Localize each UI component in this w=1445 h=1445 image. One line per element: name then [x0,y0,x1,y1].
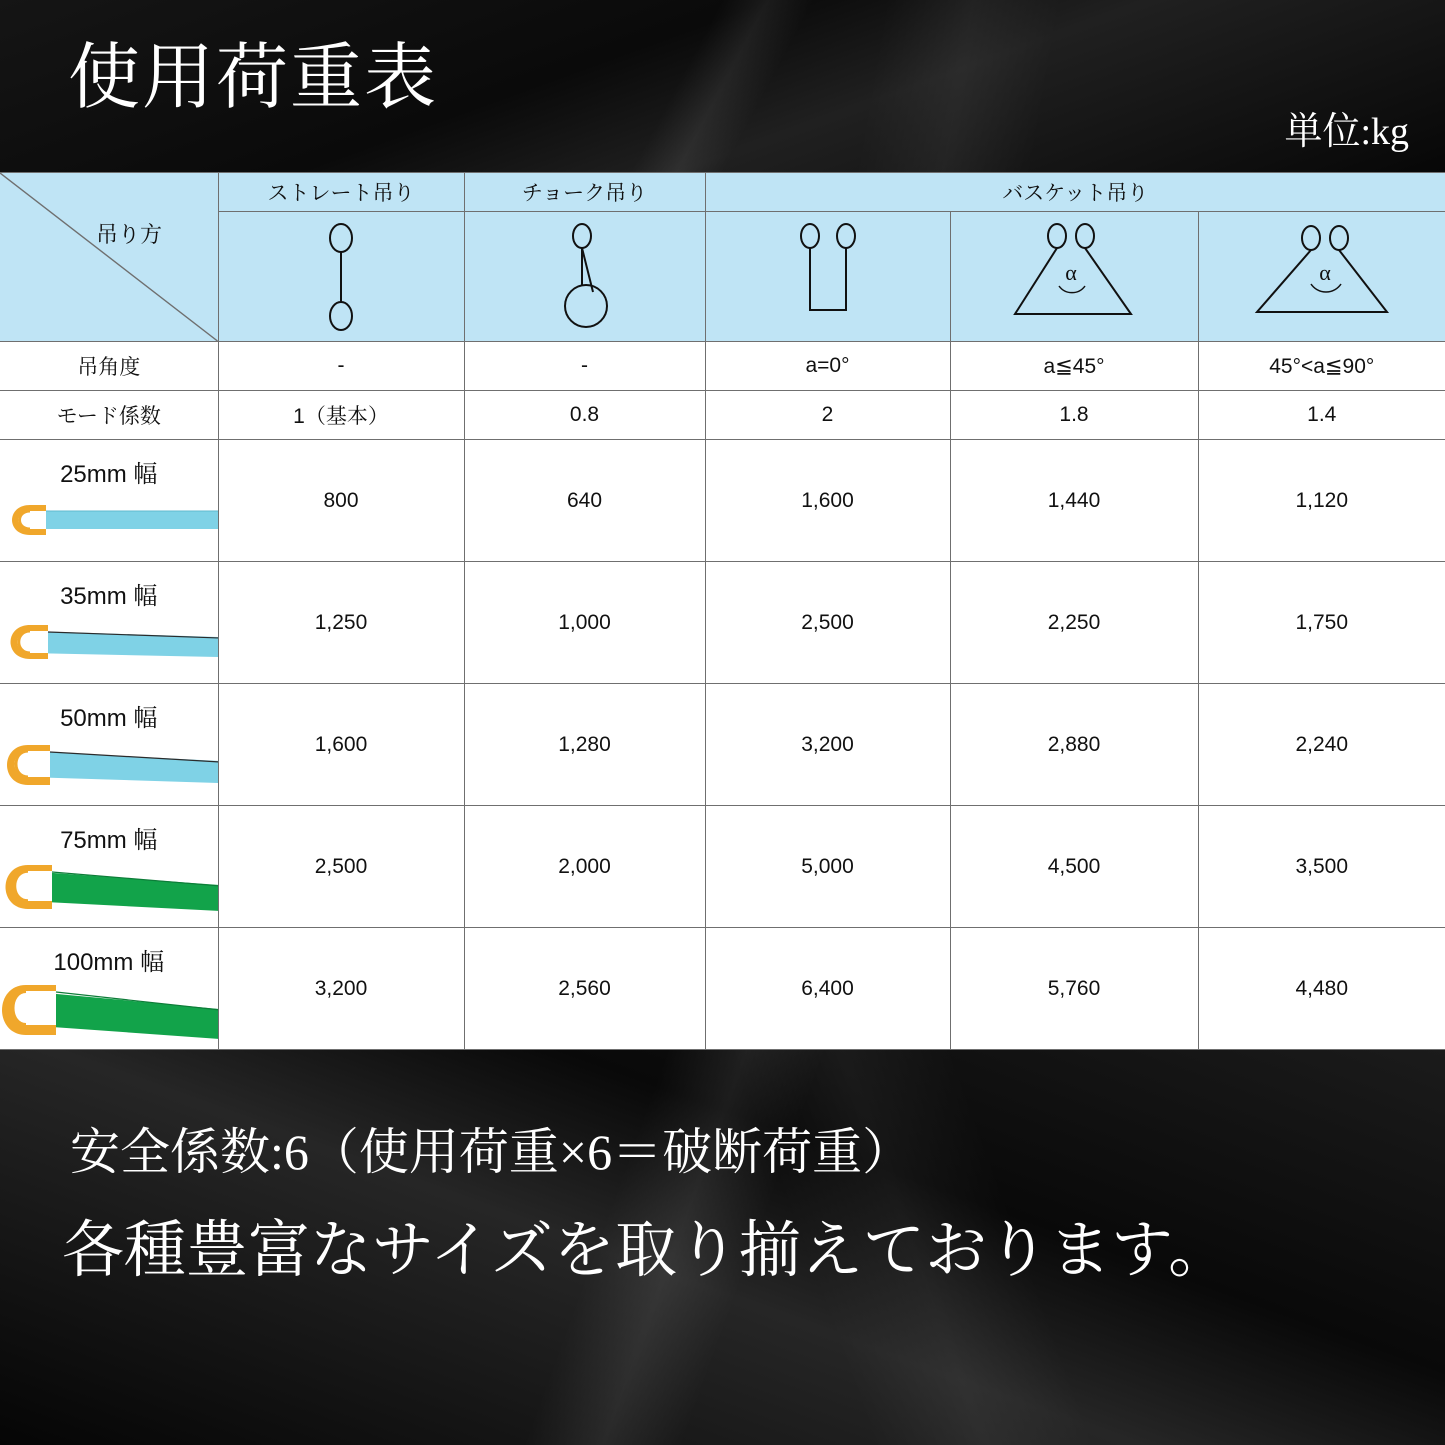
choke-sling-cell [464,212,705,342]
mode-value-basket-90: 1.4 [1198,391,1445,440]
safety-factor-text: 安全係数:6（使用荷重×6＝破断荷重） [70,1124,913,1180]
choke-sling-icon [550,222,620,332]
sling-belt-icon [0,617,218,679]
value-50mm-basket-45: 2,880 [950,684,1198,806]
table-row [0,806,1445,928]
value-75mm-basket-45: 4,500 [950,806,1198,928]
value-35mm-basket-0: 2,500 [705,562,950,684]
value-50mm-basket-0: 3,200 [705,684,950,806]
value-35mm-basket-90: 1,750 [1198,562,1445,684]
value-75mm-basket-90: 3,500 [1198,806,1445,928]
angle-value-basket-0: a=0° [705,342,950,391]
sling-belt-icon [0,495,218,557]
value-25mm-basket-0: 1,600 [705,440,950,562]
value-100mm-straight: 3,200 [218,928,464,1050]
basket-vertical-icon [788,222,868,332]
bottom-banner [0,1050,1445,1445]
corner-label: 吊り方 [96,222,163,247]
value-100mm-basket-90: 4,480 [1198,928,1445,1050]
value-35mm-basket-45: 2,250 [950,562,1198,684]
mode-value-choke: 0.8 [464,391,705,440]
basket-angle-45-icon [999,222,1149,332]
basket-angle-90-cell [1198,212,1445,342]
value-25mm-choke: 640 [464,440,705,562]
mode-factor-row [0,391,1445,440]
straight-sling-cell [218,212,464,342]
sling-belt-icon [0,739,218,801]
straight-sling-icon [311,222,371,332]
size-label: 25mm 幅 [60,461,158,488]
angle-value-straight: - [218,342,464,391]
sling-belt-icon [0,861,218,923]
basket-angle-90-icon [1247,222,1397,332]
size-cell-35mm [0,562,218,684]
angle-value-choke: - [464,342,705,391]
value-100mm-choke: 2,560 [464,928,705,1050]
diagonal-line-icon [0,173,218,341]
top-banner [0,0,1445,172]
table-row [0,440,1445,562]
value-75mm-choke: 2,000 [464,806,705,928]
svg-text:α: α [1065,259,1077,285]
value-25mm-basket-90: 1,120 [1198,440,1445,562]
size-cell-50mm [0,684,218,806]
svg-text:α: α [1318,259,1331,285]
value-50mm-choke: 1,280 [464,684,705,806]
basket-vertical-cell [705,212,950,342]
value-100mm-basket-0: 6,400 [705,928,950,1050]
method-title-choke: チョーク吊り [464,173,705,212]
value-75mm-straight: 2,500 [218,806,464,928]
corner-cell [0,173,218,342]
value-25mm-straight: 800 [218,440,464,562]
value-25mm-basket-45: 1,440 [950,440,1198,562]
value-100mm-basket-45: 5,760 [950,928,1198,1050]
table-row [0,562,1445,684]
sling-belt-icon [0,983,218,1045]
basket-angle-45-cell [950,212,1198,342]
table-row [0,684,1445,806]
value-50mm-straight: 1,600 [218,684,464,806]
table-row [0,928,1445,1050]
tagline-text: 各種豊富なサイズを取り揃えております。 [62,1217,1231,1285]
size-label: 75mm 幅 [60,827,158,854]
size-cell-75mm [0,806,218,928]
value-35mm-choke: 1,000 [464,562,705,684]
size-cell-100mm [0,928,218,1050]
size-label: 50mm 幅 [60,705,158,732]
value-50mm-basket-90: 2,240 [1198,684,1445,806]
method-title-straight: ストレート吊り [218,173,464,212]
mode-row-label: モード係数 [0,391,218,440]
angle-row-label: 吊角度 [0,342,218,391]
angle-value-basket-45: a≦45° [950,342,1198,391]
mode-value-basket-0: 2 [705,391,950,440]
table-header-titles [0,173,1445,212]
method-title-basket: バスケット吊り [705,173,1445,212]
size-label: 100mm 幅 [53,949,165,976]
angle-value-basket-90: 45°<a≦90° [1198,342,1445,391]
mode-value-straight: 1（基本） [218,391,464,440]
mode-value-basket-45: 1.8 [950,391,1198,440]
value-35mm-straight: 1,250 [218,562,464,684]
size-label: 35mm 幅 [60,583,158,610]
load-table-container [0,172,1445,1050]
page-title: 使用荷重表 [68,38,439,118]
angle-row [0,342,1445,391]
size-cell-25mm [0,440,218,562]
unit-label: 単位:kg [1284,111,1409,153]
load-table [0,172,1445,1050]
value-75mm-basket-0: 5,000 [705,806,950,928]
